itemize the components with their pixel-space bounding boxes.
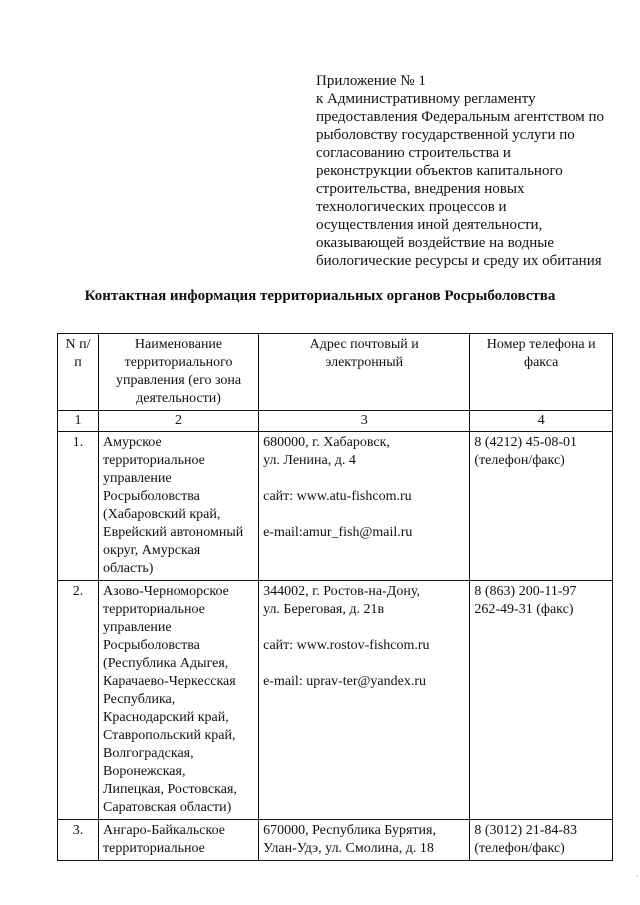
col-number-2: 2 <box>99 411 259 432</box>
agency-name: Ангаро-Байкальское территориальное <box>99 820 259 861</box>
appendix-block <box>316 72 616 270</box>
row-number: 1. <box>58 432 99 581</box>
email-link[interactable]: e-mail:amur_fish@mail.ru <box>263 525 413 540</box>
address-cell <box>259 432 470 581</box>
phone-cell: 8 (863) 200-11-97 262-49-31 (факс) <box>470 581 613 820</box>
appendix-title: Приложение № 1 <box>316 73 426 89</box>
scan-mark: ' <box>636 874 638 885</box>
email-link[interactable]: e-mail: uprav-ter@yandex.ru <box>263 674 426 689</box>
page-title: Контактная информация территориальных органов Росрыболовства <box>84 288 556 304</box>
header-name: Наименование территориального управления (его зона деятельности) <box>99 334 259 411</box>
col-number-1: 1 <box>58 411 99 432</box>
contacts-table <box>57 333 613 861</box>
header-address: Адрес почтовый и электронный <box>259 334 470 411</box>
table-header-row <box>58 334 613 411</box>
appendix-text: к Административному регламенту предоставления Федеральным агентством по рыболовству государственной услуги по согласованию строительства и реконструкции объектов капитального строительства, внедрения новых технологических процессов и осуществления иной деятельности, оказывающей воздействие на водные биологические ресурсы и среду их обитания <box>316 91 605 269</box>
agency-name: Азово-Черноморское территориальное управление Росрыболовства (Республика Адыгея, Карачаево-Черкесская Республика, Краснодарский край, Ставропольский край, Волгоградская, Воронежская, Липецкая, Ростовская, Саратовская области) <box>99 581 259 820</box>
col-number-3: 3 <box>259 411 470 432</box>
header-phone: Номер телефона и факса <box>470 334 613 411</box>
postal-address: 344002, г. Ростов-на-Дону, ул. Береговая, д. 21в <box>263 584 420 617</box>
address-cell <box>259 581 470 820</box>
col-number-4: 4 <box>470 411 613 432</box>
agency-name: Амурское территориальное управление Росрыболовства (Хабаровский край, Еврейский автономный округ, Амурская область) <box>99 432 259 581</box>
postal-address: 680000, г. Хабаровск, ул. Ленина, д. 4 <box>263 435 390 468</box>
row-number: 2. <box>58 581 99 820</box>
phone-cell: 8 (3012) 21-84-83 (телефон/факс) <box>470 820 613 861</box>
table-row <box>58 820 613 861</box>
table-row <box>58 432 613 581</box>
header-number: N п/ п <box>58 334 99 411</box>
row-number: 3. <box>58 820 99 861</box>
website-link[interactable]: сайт: www.atu-fishcom.ru <box>263 489 412 504</box>
column-number-row <box>58 411 613 432</box>
phone-cell: 8 (4212) 45-08-01 (телефон/факс) <box>470 432 613 581</box>
table-row <box>58 581 613 820</box>
website-link[interactable]: сайт: www.rostov-fishcom.ru <box>263 638 430 653</box>
postal-address: 670000, Республика Бурятия, Улан-Удэ, ул. Смолина, д. 18 <box>259 820 470 861</box>
